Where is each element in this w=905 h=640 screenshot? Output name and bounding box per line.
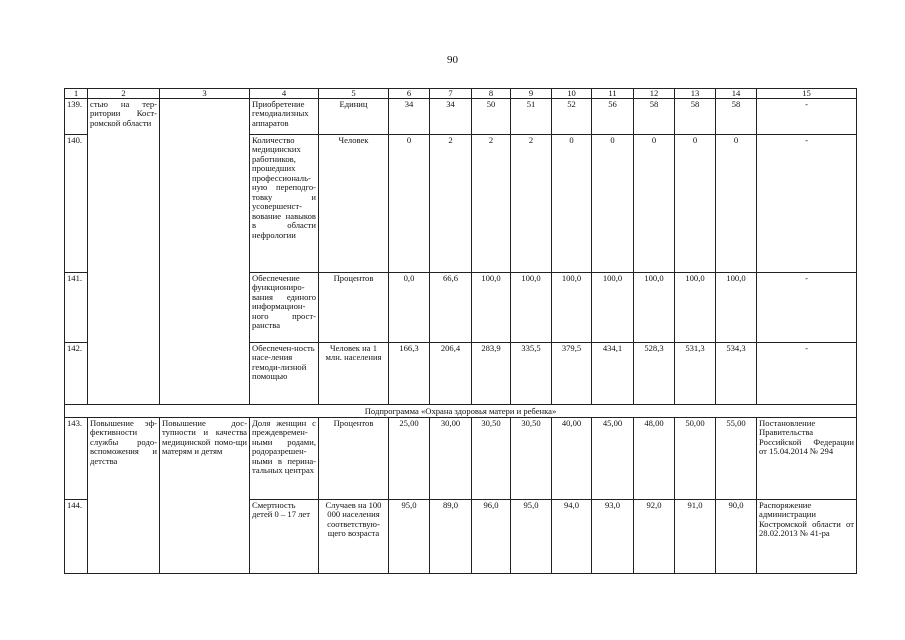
header-cell: 11 [592,89,634,99]
value-cell: 96,0 [472,500,511,574]
value-cell: 0 [592,135,634,273]
value-cell: 379,5 [552,343,592,405]
value-cell: 531,3 [675,343,716,405]
value-cell: 528,3 [634,343,675,405]
header-cell: 9 [511,89,552,99]
value-cell: 93,0 [592,500,634,574]
header-cell: 1 [65,89,88,99]
header-cell: 12 [634,89,675,99]
unit-cell: Процентов [319,273,389,343]
value-cell: 94,0 [552,500,592,574]
subprogram-title: Подпрограмма «Охрана здоровья матери и ребенка» [65,405,857,418]
row-number: 144. [65,500,88,574]
value-cell: 0 [716,135,757,273]
value-cell: 52 [552,99,592,135]
value-cell: 50 [472,99,511,135]
header-cell: 10 [552,89,592,99]
value-cell: 206,4 [430,343,472,405]
unit-cell: Единиц [319,99,389,135]
indicator-cell: Доля женщин с преждевремен-ными родами, родоразрешен-ными в перина-тальных центрах [250,418,319,500]
value-cell: 95,0 [389,500,430,574]
value-cell: 2 [430,135,472,273]
value-cell: 55,00 [716,418,757,500]
value-cell: 534,3 [716,343,757,405]
value-cell: 25,00 [389,418,430,500]
note-cell: - [757,135,857,273]
value-cell: 0 [389,135,430,273]
value-cell: 100,0 [716,273,757,343]
value-cell: 66,6 [430,273,472,343]
value-cell: 58 [634,99,675,135]
value-cell: 34 [430,99,472,135]
page-number: 90 [447,54,458,66]
note-cell: - [757,273,857,343]
unit-cell: Случаев на 100 000 населения соответствую-щего возраста [319,500,389,574]
value-cell: 100,0 [592,273,634,343]
value-cell: 40,00 [552,418,592,500]
note-cell: - [757,343,857,405]
indicators-table [64,88,857,574]
indicator-cell: Количество медицинских работников, прошедших профессиональ-ную переподго-товку и усовершенст-вование навыков в области нефрологии [250,135,319,273]
indicator-cell: Обеспечен-ность насе-ления гемоди-лизной помощью [250,343,319,405]
header-cell: 7 [430,89,472,99]
value-cell: 58 [716,99,757,135]
value-cell: 0 [552,135,592,273]
header-cell: 6 [389,89,430,99]
value-cell: 90,0 [716,500,757,574]
indicator-cell: Обеспечение функциониро-вания единого информацион-ного прост-ранства [250,273,319,343]
header-cell: 3 [160,89,250,99]
row-number: 140. [65,135,88,273]
note-cell: - [757,99,857,135]
unit-cell: Человек на 1 млн. населения [319,343,389,405]
value-cell: 56 [592,99,634,135]
goal-cell: стью на тер-ритории Кост-ромской области [88,99,160,405]
value-cell: 100,0 [472,273,511,343]
task-cell: Повышение дос-тупности и качества медицинской помо-щи матерям и детям [160,418,250,574]
header-row [65,89,857,99]
value-cell: 30,00 [430,418,472,500]
value-cell: 283,9 [472,343,511,405]
value-cell: 92,0 [634,500,675,574]
row-number: 141. [65,273,88,343]
row-number: 139. [65,99,88,135]
table-row [65,99,857,135]
row-number: 143. [65,418,88,500]
subprogram-row [65,405,857,418]
indicator-cell: Смертность детей 0 – 17 лет [250,500,319,574]
unit-cell: Процентов [319,418,389,500]
value-cell: 100,0 [675,273,716,343]
header-cell: 13 [675,89,716,99]
value-cell: 50,00 [675,418,716,500]
value-cell: 166,3 [389,343,430,405]
value-cell: 100,0 [634,273,675,343]
header-cell: 14 [716,89,757,99]
header-cell: 4 [250,89,319,99]
header-cell: 2 [88,89,160,99]
value-cell: 2 [472,135,511,273]
task-cell [160,99,250,405]
goal-cell: Повышение эф-фективности службы родо-вспоможения и детства [88,418,160,574]
value-cell: 89,0 [430,500,472,574]
note-cell: Постановление Правительства Российской Федерации от 15.04.2014 № 294 [757,418,857,500]
header-cell: 15 [757,89,857,99]
row-number: 142. [65,343,88,405]
value-cell: 51 [511,99,552,135]
note-cell: Распоряжение администрации Костромской области от 28.02.2013 № 41-ра [757,500,857,574]
value-cell: 30,50 [472,418,511,500]
value-cell: 58 [675,99,716,135]
value-cell: 0 [634,135,675,273]
table-row [65,418,857,500]
value-cell: 0,0 [389,273,430,343]
value-cell: 0 [675,135,716,273]
indicator-cell: Приобретение гемодиализных аппаратов [250,99,319,135]
value-cell: 30,50 [511,418,552,500]
value-cell: 2 [511,135,552,273]
value-cell: 335,5 [511,343,552,405]
value-cell: 100,0 [552,273,592,343]
value-cell: 100,0 [511,273,552,343]
unit-cell: Человек [319,135,389,273]
value-cell: 48,00 [634,418,675,500]
value-cell: 34 [389,99,430,135]
header-cell: 8 [472,89,511,99]
value-cell: 434,1 [592,343,634,405]
value-cell: 91,0 [675,500,716,574]
value-cell: 45,00 [592,418,634,500]
value-cell: 95,0 [511,500,552,574]
header-cell: 5 [319,89,389,99]
